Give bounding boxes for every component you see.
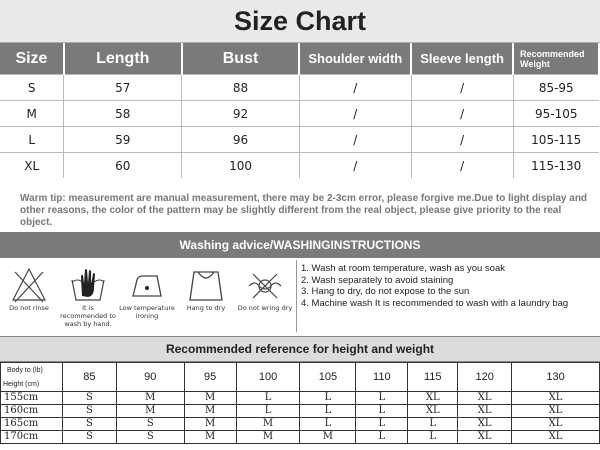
size-recommendation: M	[184, 392, 236, 405]
size-recommendation: XL	[458, 418, 512, 431]
size-recommendation: L	[300, 418, 356, 431]
size-cell: /	[299, 153, 411, 179]
size-recommendation: L	[408, 418, 458, 431]
size-recommendation: XL	[458, 431, 512, 444]
size-recommendation: M	[184, 405, 236, 418]
size-recommendation: M	[236, 418, 300, 431]
wash-item-hand-wash	[59, 260, 117, 332]
size-recommendation: L	[236, 405, 300, 418]
wash-label: Hang to dry	[186, 304, 226, 312]
height-row	[1, 392, 600, 405]
wash-item-no-rinse	[0, 260, 58, 332]
corner-height-label: Height (cm)	[3, 381, 40, 388]
height-label: 165cm	[1, 418, 63, 431]
warm-tip: Warm tip: measurement are manual measurement, there may be 2-3cm error, please forgive me.Due to light display and other reasons, the color of the pattern may be slightly different from the real object, please give priority to the real object.	[20, 193, 588, 228]
size-recommendation: S	[116, 418, 184, 431]
hand-wash-icon	[68, 266, 108, 304]
size-cell: 96	[182, 127, 300, 153]
size-recommendation: L	[356, 405, 408, 418]
size-cell: 100	[182, 153, 300, 179]
weight-header: 115	[408, 363, 458, 392]
header-bust: Bust	[182, 43, 300, 75]
header-size: Size	[0, 43, 64, 75]
size-cell: /	[299, 127, 411, 153]
size-cell: 88	[182, 75, 300, 101]
size-table	[0, 43, 600, 178]
weight-header: 110	[356, 363, 408, 392]
size-cell: M	[0, 101, 64, 127]
size-recommendation: M	[236, 431, 300, 444]
washing-instructions	[296, 260, 596, 332]
header-recommended-weight: Recommended Weight	[513, 43, 599, 75]
size-row	[0, 101, 599, 127]
wash-item-no-wring	[236, 260, 294, 332]
wash-label: It is recommended to wash by hand.	[60, 304, 116, 328]
size-cell: /	[411, 153, 513, 179]
weight-header: 90	[116, 363, 184, 392]
size-recommendation: M	[116, 392, 184, 405]
no-wring-icon	[245, 266, 285, 304]
size-cell: /	[299, 101, 411, 127]
size-recommendation: XL	[408, 405, 458, 418]
size-cell: 95-105	[513, 101, 599, 127]
size-recommendation: L	[300, 405, 356, 418]
size-cell: /	[411, 75, 513, 101]
size-recommendation: L	[356, 431, 408, 444]
size-recommendation: M	[300, 431, 356, 444]
size-recommendation: L	[408, 431, 458, 444]
size-recommendation: S	[62, 392, 116, 405]
size-cell: L	[0, 127, 64, 153]
size-recommendation: S	[62, 405, 116, 418]
instruction-line: 4. Machine wash It is recommended to wash with a laundry bag	[301, 297, 569, 309]
height-label: 160cm	[1, 405, 63, 418]
size-row	[0, 127, 599, 153]
size-recommendation: S	[116, 431, 184, 444]
size-recommendation: L	[356, 418, 408, 431]
weight-header: 95	[184, 363, 236, 392]
header-length: Length	[64, 43, 182, 75]
header-sleeve-length: Sleeve length	[411, 43, 513, 75]
height-row	[1, 418, 600, 431]
wash-item-low-temp-iron	[118, 260, 176, 332]
size-recommendation: XL	[512, 392, 600, 405]
size-cell: XL	[0, 153, 64, 179]
weight-header: 120	[458, 363, 512, 392]
weight-header: 130	[512, 363, 600, 392]
size-recommendation: XL	[408, 392, 458, 405]
size-recommendation: XL	[512, 418, 600, 431]
size-recommendation: S	[62, 418, 116, 431]
size-recommendation: M	[184, 431, 236, 444]
size-cell: 57	[64, 75, 182, 101]
washing-icons	[0, 260, 296, 332]
instruction-line: 3. Hang to dry, do not expose to the sun	[301, 286, 470, 298]
size-cell: 92	[182, 101, 300, 127]
size-row	[0, 75, 599, 101]
size-cell: /	[411, 127, 513, 153]
size-recommendation: M	[116, 405, 184, 418]
wash-label: Do not wring dry	[237, 304, 293, 312]
height-row	[1, 405, 600, 418]
size-recommendation: M	[184, 418, 236, 431]
wash-label: Do not rinse	[9, 304, 49, 312]
hang-dry-icon	[186, 266, 226, 304]
wash-item-hang-dry	[177, 260, 235, 332]
size-recommendation: XL	[458, 405, 512, 418]
size-cell: /	[411, 101, 513, 127]
size-cell: 59	[64, 127, 182, 153]
height-weight-table	[0, 362, 600, 444]
weight-header: 100	[236, 363, 300, 392]
page-title: Size Chart	[0, 0, 600, 43]
instruction-line: 2. Wash separately to avoid staining	[301, 274, 454, 286]
weight-header: 105	[300, 363, 356, 392]
size-cell: 85-95	[513, 75, 599, 101]
corner-body-label: Body to (lb)	[7, 367, 43, 374]
no-rinse-icon	[9, 266, 49, 304]
instruction-line: 1. Wash at room temperature, wash as you soak	[301, 263, 505, 274]
recommend-title: Recommended reference for height and weight	[0, 336, 600, 362]
size-recommendation: L	[300, 392, 356, 405]
size-cell: 115-130	[513, 153, 599, 179]
size-cell: /	[299, 75, 411, 101]
size-recommendation: XL	[512, 405, 600, 418]
size-recommendation: L	[236, 392, 300, 405]
height-label: 170cm	[1, 431, 63, 444]
size-cell: 60	[64, 153, 182, 179]
size-cell: 58	[64, 101, 182, 127]
size-recommendation: S	[62, 431, 116, 444]
wash-label: Low temperature ironing	[119, 304, 175, 320]
header-shoulder-width: Shoulder width	[299, 43, 411, 75]
size-row	[0, 153, 599, 179]
low-temp-iron-icon	[127, 266, 167, 304]
size-cell: 105-115	[513, 127, 599, 153]
weight-header: 85	[62, 363, 116, 392]
size-recommendation: XL	[458, 392, 512, 405]
size-recommendation: XL	[512, 431, 600, 444]
height-label: 155cm	[1, 392, 63, 405]
height-row	[1, 431, 600, 444]
size-recommendation: L	[356, 392, 408, 405]
size-cell: S	[0, 75, 64, 101]
corner-cell	[1, 363, 63, 392]
washing-title: Washing advice/WASHINGINSTRUCTIONS	[0, 232, 600, 258]
